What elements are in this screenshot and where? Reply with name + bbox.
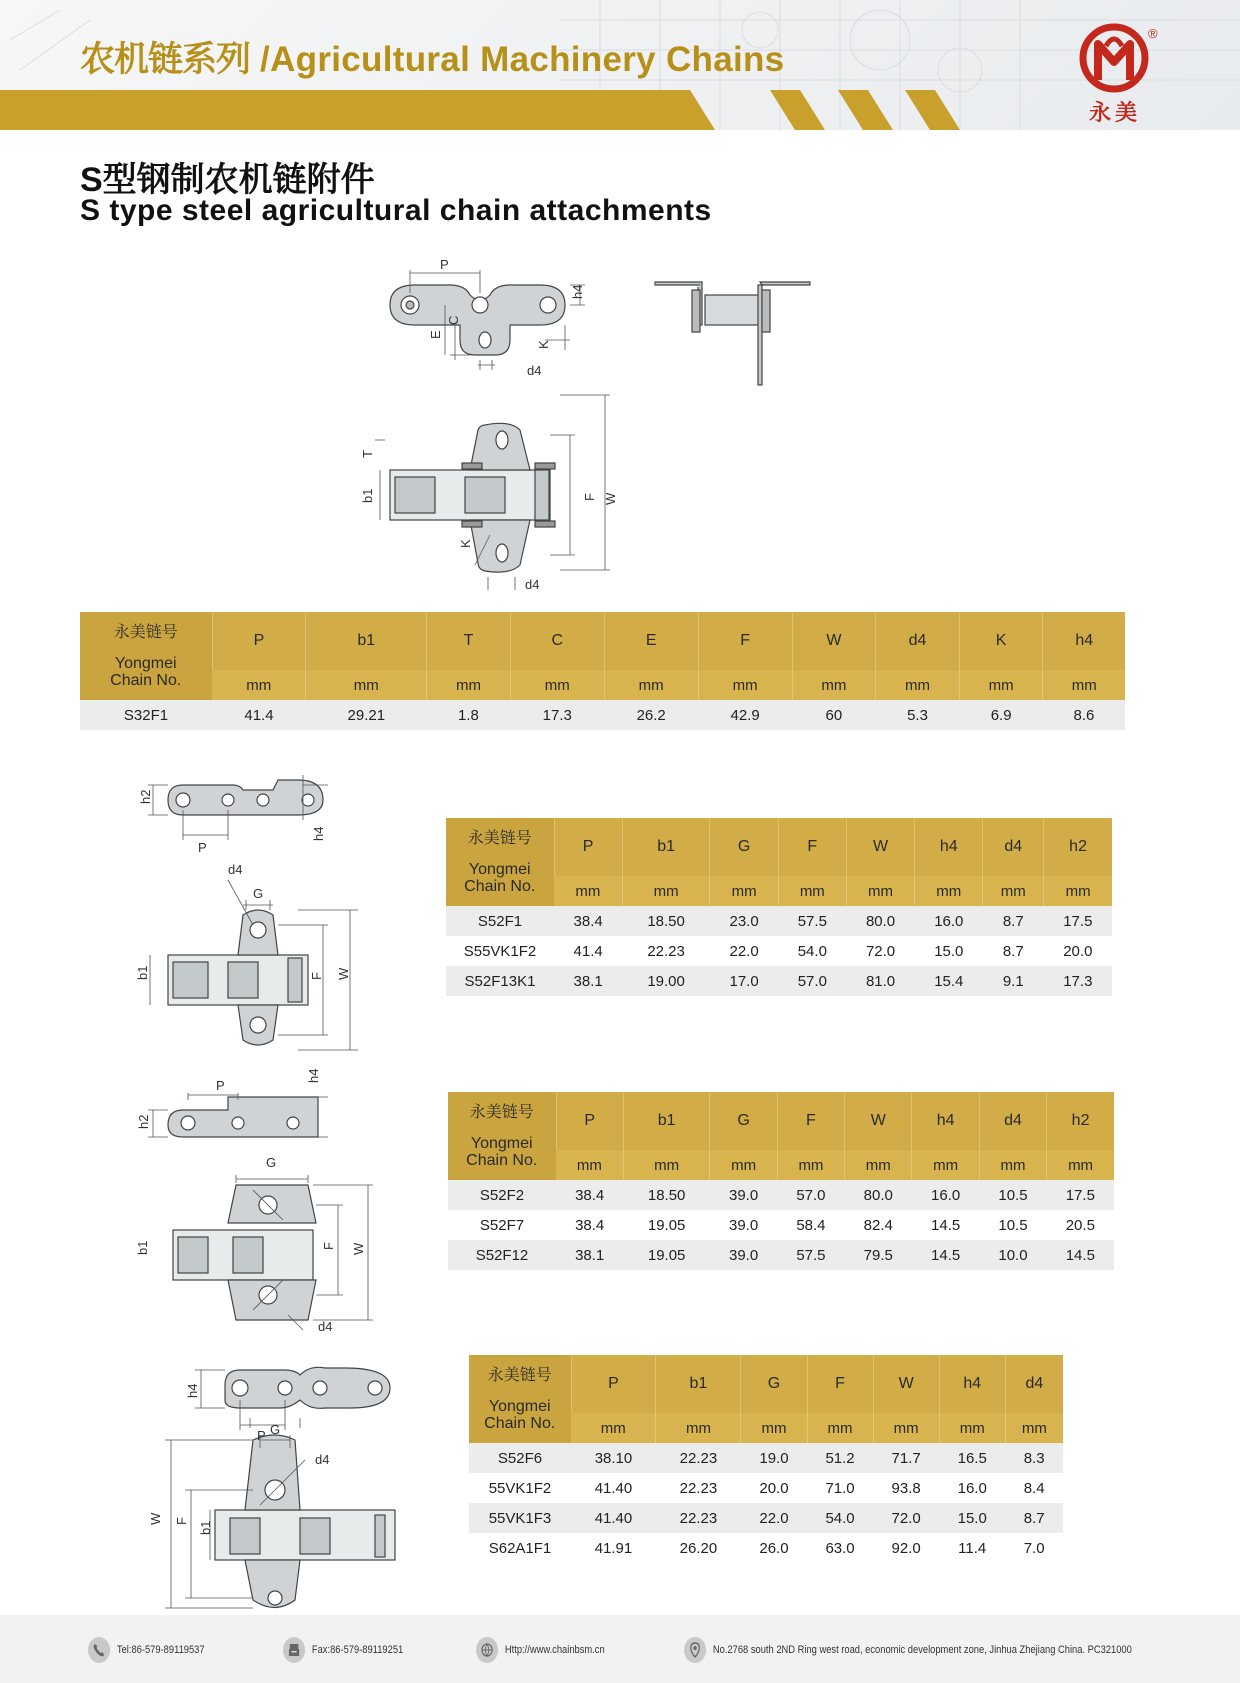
col-header: W	[792, 612, 876, 670]
cell: 38.1	[554, 966, 622, 996]
unit-cell: mm	[622, 876, 710, 906]
label-h2: h2	[138, 789, 153, 804]
cell-model: S55VK1F2	[446, 936, 554, 966]
cell: 20.0	[741, 1473, 807, 1503]
footer-address	[684, 1635, 1132, 1665]
cell: 8.4	[1005, 1473, 1063, 1503]
label-g: G	[253, 886, 264, 901]
col-header: E	[604, 612, 698, 670]
label-w: W	[148, 1512, 163, 1525]
spec-table-2	[446, 818, 1112, 996]
cell: 14.5	[1047, 1240, 1114, 1270]
label-k: K	[536, 340, 551, 349]
col-header: F	[807, 1355, 873, 1413]
cell: 41.91	[571, 1533, 656, 1563]
label-p: P	[257, 1428, 266, 1443]
col-header: G	[741, 1355, 807, 1413]
col-header: d4	[1005, 1355, 1063, 1413]
cell-model: S62A1F1	[469, 1533, 571, 1563]
model-header	[469, 1355, 571, 1443]
label-d4: d4	[527, 363, 542, 378]
col-header: C	[510, 612, 604, 670]
page-title-cn: S型钢制农机链附件	[80, 161, 375, 199]
cell: 57.0	[778, 966, 846, 996]
cell: 71.7	[873, 1443, 939, 1473]
cell: 57.5	[778, 906, 846, 936]
col-header: h4	[1043, 612, 1125, 670]
cell: 71.0	[807, 1473, 873, 1503]
cell: 19.05	[623, 1210, 710, 1240]
cell: 14.5	[912, 1210, 979, 1240]
cell: 60	[792, 700, 876, 730]
label-g: G	[266, 1155, 277, 1170]
unit-cell: mm	[792, 670, 876, 700]
col-header: T	[427, 612, 511, 670]
col-header: P	[556, 1092, 623, 1150]
model-header-cn: 永美链号	[113, 623, 178, 641]
header-gold-band	[0, 90, 1240, 130]
cell: 63.0	[807, 1533, 873, 1563]
label-f: F	[321, 1242, 336, 1250]
drawing-s52f2	[128, 1065, 388, 1335]
label-h4: h4	[306, 1068, 321, 1083]
model-header	[80, 612, 212, 700]
label-p: P	[440, 257, 449, 272]
unit-cell: mm	[873, 1413, 939, 1443]
cell: 80.0	[846, 906, 914, 936]
cell: 38.4	[556, 1180, 623, 1210]
table-row	[448, 1180, 1114, 1210]
unit-cell: mm	[876, 670, 960, 700]
col-header: P	[554, 818, 622, 876]
col-header: F	[777, 1092, 844, 1150]
header-title-sep: /	[250, 40, 271, 79]
cell: 1.8	[427, 700, 511, 730]
table-row	[448, 1240, 1114, 1270]
unit-cell: mm	[306, 670, 427, 700]
model-header-en2: Chain No.	[466, 1151, 538, 1169]
footer-web[interactable]	[476, 1635, 605, 1665]
label-h4: h4	[311, 826, 326, 841]
spec-table-1	[80, 612, 1125, 730]
unit-cell: mm	[1047, 1150, 1114, 1180]
cell: 29.21	[306, 700, 427, 730]
model-header-en2: Chain No.	[464, 877, 536, 895]
cell: 41.4	[212, 700, 306, 730]
col-header: h2	[1044, 818, 1112, 876]
cell: 26.20	[656, 1533, 741, 1563]
cell: 57.0	[777, 1180, 844, 1210]
cell: 39.0	[710, 1210, 777, 1240]
label-d4: d4	[318, 1319, 333, 1334]
cell: 16.0	[915, 906, 983, 936]
cell: 51.2	[807, 1443, 873, 1473]
table-row	[80, 700, 1125, 730]
label-p: P	[198, 840, 207, 855]
footer-web-link[interactable]: Http://www.chainbsm.cn	[504, 1644, 605, 1656]
cell: 19.00	[622, 966, 710, 996]
unit-cell: mm	[604, 670, 698, 700]
cell: 16.0	[912, 1180, 979, 1210]
label-f: F	[582, 493, 597, 501]
unit-cell: mm	[1005, 1413, 1063, 1443]
cell: 20.0	[1044, 936, 1112, 966]
unit-cell: mm	[710, 1150, 777, 1180]
cell: 14.5	[912, 1240, 979, 1270]
col-header: b1	[622, 818, 710, 876]
col-header: h4	[912, 1092, 979, 1150]
cell: 82.4	[845, 1210, 912, 1240]
model-header-cn: 永美链号	[487, 1366, 552, 1384]
label-b1: b1	[135, 1240, 150, 1255]
header-title-en: Agricultural Machinery Chains	[270, 40, 785, 79]
cell-model: S52F6	[469, 1443, 571, 1473]
col-header: h4	[915, 818, 983, 876]
table-row	[446, 966, 1112, 996]
spec-table-4	[469, 1355, 1063, 1563]
cell: 42.9	[698, 700, 792, 730]
table-row	[469, 1503, 1063, 1533]
cell: 18.50	[623, 1180, 710, 1210]
cell-model: S52F12	[448, 1240, 556, 1270]
cell: 38.10	[571, 1443, 656, 1473]
cell: 26.2	[604, 700, 698, 730]
cell: 39.0	[710, 1240, 777, 1270]
label-t: T	[360, 450, 375, 458]
col-header: W	[873, 1355, 939, 1413]
header-title-cn: 农机链系列	[80, 40, 251, 79]
col-header: F	[778, 818, 846, 876]
cell: 18.50	[622, 906, 710, 936]
cell: 22.0	[710, 936, 778, 966]
unit-cell: mm	[212, 670, 306, 700]
unit-cell: mm	[979, 1150, 1046, 1180]
cell: 10.0	[979, 1240, 1046, 1270]
globe-icon	[476, 1637, 498, 1663]
cell: 17.5	[1047, 1180, 1114, 1210]
label-c: C	[446, 315, 461, 325]
unit-cell: mm	[510, 670, 604, 700]
col-header: P	[571, 1355, 656, 1413]
cell: 22.0	[741, 1503, 807, 1533]
drawing-s52f6	[135, 1340, 415, 1615]
label-d4-2: d4	[525, 577, 540, 592]
col-header: F	[698, 612, 792, 670]
unit-cell: mm	[571, 1413, 656, 1443]
cell: 72.0	[873, 1503, 939, 1533]
cell: 23.0	[710, 906, 778, 936]
label-p: P	[216, 1078, 225, 1093]
cell: 58.4	[777, 1210, 844, 1240]
model-header-en2: Chain No.	[484, 1414, 556, 1432]
cell: 10.5	[979, 1210, 1046, 1240]
fax-icon	[283, 1637, 305, 1663]
cell: 22.23	[656, 1443, 741, 1473]
unit-cell: mm	[846, 876, 914, 906]
table-row	[469, 1533, 1063, 1563]
col-header: h2	[1047, 1092, 1114, 1150]
cell: 5.3	[876, 700, 960, 730]
label-f: F	[174, 1517, 189, 1525]
cell: 92.0	[873, 1533, 939, 1563]
cell: 17.3	[510, 700, 604, 730]
cell: 17.0	[710, 966, 778, 996]
page-title-en: S type steel agricultural chain attachments	[80, 194, 712, 227]
unit-cell: mm	[1044, 876, 1112, 906]
cell: 39.0	[710, 1180, 777, 1210]
col-header: K	[959, 612, 1043, 670]
cell: 19.0	[741, 1443, 807, 1473]
model-header	[448, 1092, 556, 1180]
col-header: d4	[983, 818, 1044, 876]
cell: 22.23	[656, 1503, 741, 1533]
footer-fax-text: Fax:86-579-89119251	[311, 1644, 404, 1656]
label-w: W	[336, 967, 351, 980]
col-header: W	[845, 1092, 912, 1150]
col-header: d4	[876, 612, 960, 670]
cell: 16.5	[939, 1443, 1005, 1473]
unit-cell: mm	[427, 670, 511, 700]
col-header: G	[710, 1092, 777, 1150]
registered-mark: ®	[1148, 26, 1158, 41]
label-d4: d4	[315, 1452, 330, 1467]
label-b1: b1	[360, 488, 375, 503]
cell: 8.3	[1005, 1443, 1063, 1473]
cell: 54.0	[807, 1503, 873, 1533]
col-header: P	[212, 612, 306, 670]
cell-model: 55VK1F3	[469, 1503, 571, 1533]
cell: 72.0	[846, 936, 914, 966]
col-header: b1	[656, 1355, 741, 1413]
col-header: W	[846, 818, 914, 876]
cell: 9.1	[983, 966, 1044, 996]
col-header: h4	[939, 1355, 1005, 1413]
label-h4: h4	[185, 1383, 200, 1398]
unit-cell: mm	[656, 1413, 741, 1443]
spec-table-3	[448, 1092, 1114, 1270]
model-header-cn: 永美链号	[469, 1103, 534, 1121]
label-e: E	[428, 330, 443, 339]
table-row	[448, 1210, 1114, 1240]
cell: 38.4	[556, 1210, 623, 1240]
model-header-en1: Yongmei	[114, 654, 177, 672]
cell: 15.0	[915, 936, 983, 966]
label-f: F	[309, 972, 324, 980]
cell-model: S52F7	[448, 1210, 556, 1240]
unit-cell: mm	[915, 876, 983, 906]
cell: 17.3	[1044, 966, 1112, 996]
label-w: W	[351, 1242, 366, 1255]
cell: 41.40	[571, 1473, 656, 1503]
cell: 17.5	[1044, 906, 1112, 936]
cell: 8.6	[1043, 700, 1125, 730]
cell: 19.05	[623, 1240, 710, 1270]
cell: 57.5	[777, 1240, 844, 1270]
label-h4: h4	[570, 284, 585, 299]
label-h2: h2	[136, 1114, 151, 1129]
cell: 54.0	[778, 936, 846, 966]
table-row	[469, 1443, 1063, 1473]
cell-model: S32F1	[80, 700, 212, 730]
label-k-2: K	[458, 539, 473, 548]
model-header-en1: Yongmei	[488, 1397, 551, 1415]
unit-cell: mm	[845, 1150, 912, 1180]
unit-cell: mm	[556, 1150, 623, 1180]
footer-fax	[283, 1635, 403, 1665]
unit-cell: mm	[554, 876, 622, 906]
model-header-en2: Chain No.	[110, 671, 182, 689]
cell-model: S52F13K1	[446, 966, 554, 996]
cell-model: S52F2	[448, 1180, 556, 1210]
cell: 10.5	[979, 1180, 1046, 1210]
cell: 8.7	[1005, 1503, 1063, 1533]
table-row	[469, 1473, 1063, 1503]
footer-tel	[88, 1635, 205, 1665]
label-d4: d4	[228, 862, 243, 877]
drawing-s32f1	[360, 257, 850, 600]
unit-cell: mm	[777, 1150, 844, 1180]
table-row	[446, 906, 1112, 936]
unit-cell: mm	[983, 876, 1044, 906]
col-header: b1	[623, 1092, 710, 1150]
brand-name: 永美	[1088, 100, 1141, 125]
cell: 80.0	[845, 1180, 912, 1210]
unit-cell: mm	[623, 1150, 710, 1180]
cell: 7.0	[1005, 1533, 1063, 1563]
unit-cell: mm	[1043, 670, 1125, 700]
label-b1: b1	[198, 1520, 213, 1535]
header-title	[80, 32, 784, 82]
unit-cell: mm	[807, 1413, 873, 1443]
page-header	[0, 0, 1240, 130]
footer-address-text: No.2768 south 2ND Ring west road, economic development zone, Jinhua Zhejiang China. PC321000	[712, 1644, 1132, 1656]
cell: 26.0	[741, 1533, 807, 1563]
unit-cell: mm	[698, 670, 792, 700]
cell: 38.1	[556, 1240, 623, 1270]
unit-cell: mm	[778, 876, 846, 906]
cell: 15.0	[939, 1503, 1005, 1533]
cell: 16.0	[939, 1473, 1005, 1503]
cell: 11.4	[939, 1533, 1005, 1563]
cell: 41.40	[571, 1503, 656, 1533]
cell-model: 55VK1F2	[469, 1473, 571, 1503]
label-b1: b1	[135, 965, 150, 980]
col-header: b1	[306, 612, 427, 670]
location-pin-icon	[684, 1637, 706, 1663]
col-header: G	[710, 818, 778, 876]
cell: 38.4	[554, 906, 622, 936]
model-header-cn: 永美链号	[467, 829, 532, 847]
label-w: W	[603, 492, 618, 505]
cell: 41.4	[554, 936, 622, 966]
cell: 20.5	[1047, 1210, 1114, 1240]
drawing-s52f1	[128, 780, 388, 1050]
cell: 8.7	[983, 936, 1044, 966]
unit-cell: mm	[939, 1413, 1005, 1443]
cell: 15.4	[915, 966, 983, 996]
cell-model: S52F1	[446, 906, 554, 936]
unit-cell: mm	[741, 1413, 807, 1443]
cell: 93.8	[873, 1473, 939, 1503]
col-header: d4	[979, 1092, 1046, 1150]
cell: 22.23	[622, 936, 710, 966]
unit-cell: mm	[710, 876, 778, 906]
table-row	[446, 936, 1112, 966]
label-g: G	[270, 1422, 281, 1437]
model-header-en1: Yongmei	[468, 860, 531, 878]
footer-tel-text: Tel:86-579-89119537	[116, 1644, 205, 1656]
model-header-en1: Yongmei	[470, 1134, 533, 1152]
cell: 22.23	[656, 1473, 741, 1503]
phone-icon	[88, 1637, 110, 1663]
model-header	[446, 818, 554, 906]
cell: 81.0	[846, 966, 914, 996]
cell: 8.7	[983, 906, 1044, 936]
cell: 6.9	[959, 700, 1043, 730]
unit-cell: mm	[912, 1150, 979, 1180]
unit-cell: mm	[959, 670, 1043, 700]
cell: 79.5	[845, 1240, 912, 1270]
